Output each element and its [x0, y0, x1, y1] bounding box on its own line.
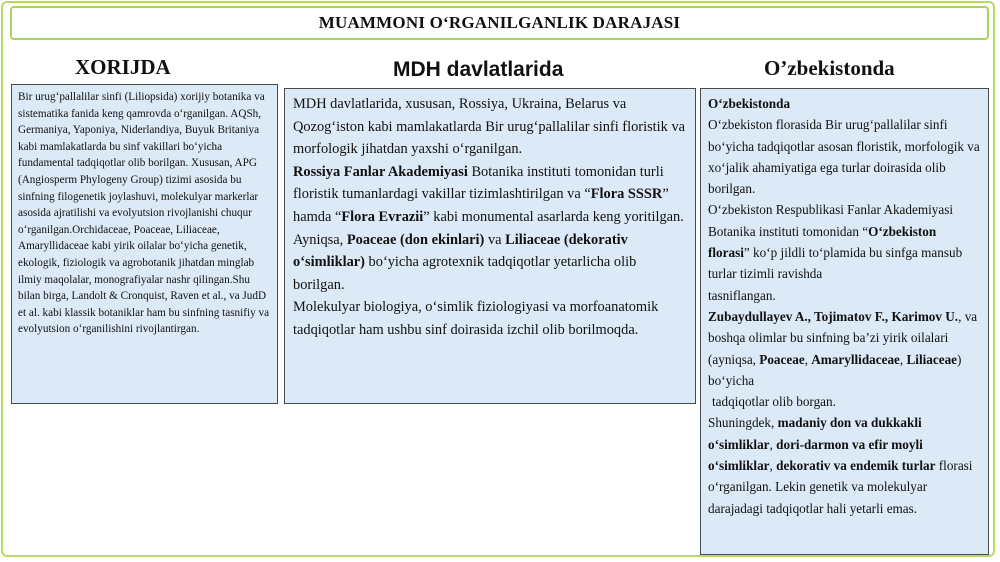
slide-title	[10, 6, 989, 40]
mdh-paragraph-2	[293, 161, 687, 229]
mdh-bold-poaceae: Poaceae (don ekinlari)	[346, 231, 485, 248]
uz-bold-crops: madaniy don va dukkakli o‘simliklar	[708, 415, 922, 452]
mdh-text-box	[284, 88, 696, 404]
mdh-bold-flora-evrazii: Flora Evrazii	[341, 208, 424, 225]
heading-mdh: MDH davlatlarida	[393, 58, 564, 81]
uz-bold-decorative: dekorativ va endemik turlar	[776, 458, 936, 474]
uz-paragraph-4	[708, 412, 981, 518]
uz-text-span: ,	[769, 436, 777, 452]
uz-text-span: florasi o‘rganilgan. Lekin genetik va molekulyar darajadagi tadqiqotlar hali yetarli emas.	[708, 458, 973, 516]
mdh-paragraph-1: MDH davlatlarida, xususan, Rossiya, Ukraina, Belarus va Qozog‘iston kabi mamlakatlarda Bir urug‘pallalilar sinfi floristik va morfologik jihatdan yaxshi o‘rganilgan.	[293, 96, 686, 158]
mdh-bold-academy: Rossiya Fanlar Akademiyasi	[293, 163, 468, 180]
uz-bold-poaceae: Poaceae	[759, 351, 805, 367]
uz-text-span: Shuningdek,	[708, 415, 778, 431]
uz-text-span: ) bo‘yicha	[708, 351, 962, 388]
uz-bold-authors: Zubaydullayev A., Tojimatov F., Karimov U.	[708, 308, 959, 324]
uz-text-span: , va boshqa olimlar bu sinfning ba’zi yirik oilalari (ayniqsa,	[708, 308, 978, 367]
uz-text-span: ” ko‘p jildli to‘plamida bu sinfga mansub turlar tizimli ravishda	[708, 245, 963, 282]
uz-subheading	[708, 93, 981, 114]
uz-paragraph-2b: tasniflangan.	[708, 287, 776, 303]
mdh-text-span: ” hamda “	[293, 186, 669, 225]
uz-text-span: ,	[769, 458, 777, 474]
uz-bold-flora: O‘zbekiston florasi	[708, 223, 937, 261]
heading-xorijda: XORIJDA	[75, 55, 171, 79]
mdh-paragraph-4: Molekulyar biologiya, o‘simlik fiziologiyasi va morfoanatomik tadqiqotlar ham ushbu sinf doirasida izchil olib borilmoqda.	[293, 299, 659, 338]
uzbekistan-text-box	[700, 88, 989, 555]
mdh-bold-flora-sssr: Flora SSSR	[590, 186, 663, 203]
mdh-text-span: bo‘yicha agrotexnik tadqiqotlar yetarlicha olib borilgan.	[293, 254, 637, 293]
uz-paragraph-3	[708, 306, 981, 391]
uz-text-span: ,	[899, 351, 907, 367]
mdh-bold-liliaceae: Liliaceae (dekorativ o‘simliklar)	[293, 231, 628, 271]
heading-uzbekistan: O’zbekistonda	[764, 56, 895, 80]
mdh-text-span: va	[484, 231, 506, 248]
uz-subheading-text: O‘zbekistonda	[708, 96, 791, 111]
uz-text-span: O‘zbekiston Respublikasi Fanlar Akademiyasi Botanika instituti tomonidan “	[708, 202, 954, 239]
mdh-text-span: ” kabi monumental asarlarda keng yoritilgan.	[423, 208, 684, 225]
mdh-text-span: Ayniqsa,	[293, 231, 347, 248]
xorijda-paragraph: Bir urug‘pallalilar sinfi (Liliopsida) xorijiy botanika va sistematika fanida keng qamrovda o‘rganilgan. AQSh, Germaniya, Yaponiya, Niderlandiya, Buyuk Britaniya kabi mamlakatlarda bu sinf vakillari bo‘yicha fundamental tadqiqotlar olib borilgan. Xususan, APG (Angiosperm Phylogeny Group) tizimi asosida bu sinfning filogenetik joylashuvi, molekulyar markerlar asosida ajratilishi va evolyutsion rivojlanishi chuqur o‘rganilgan.Orchidaceae, Poaceae, Liliaceae, Amaryllidaceae kabi yirik oilalar bo‘yicha genetik, ekologik, fiziologik va agrobotanik jihatdan minglab ilmiy maqolalar, monografiyalar nashr qilingan.Shu bilan birga, Landolt & Cronquist, Raven et al., va JudD et al. kabi klassik botaniklar ham bu sinfning tasnifiy va evolyutsion o‘rganilishini rivojlantirgan.	[18, 91, 270, 336]
slide-title-text: MUAMMONI O‘RGANILGANLIK DARAJASI	[318, 13, 681, 32]
uz-paragraph-1: O‘zbekiston florasida Bir urug‘pallalilar sinfi bo‘yicha tadqiqotlar asosan floristik, morfologik va xo‘jalik ahamiyatiga ega turlar doirasida olib borilgan.	[708, 117, 980, 197]
uz-bold-medicinal: dori-darmon va efir moyli o‘simliklar	[708, 436, 923, 474]
uz-text-span: ,	[804, 351, 812, 367]
mdh-paragraph-3	[293, 229, 687, 297]
xorijda-text-box	[11, 84, 278, 404]
uz-bold-amaryllidaceae: Amaryllidaceae	[811, 351, 900, 367]
uz-paragraph-3b: tadqiqotlar olib borgan.	[712, 394, 836, 410]
uz-bold-liliaceae: Liliaceae	[906, 351, 958, 367]
mdh-text-span: Botanika instituti tomonidan turli floristik tumanlardagi vakillar tizimlashtirilgan va “	[293, 163, 664, 203]
uz-paragraph-2	[708, 199, 981, 284]
